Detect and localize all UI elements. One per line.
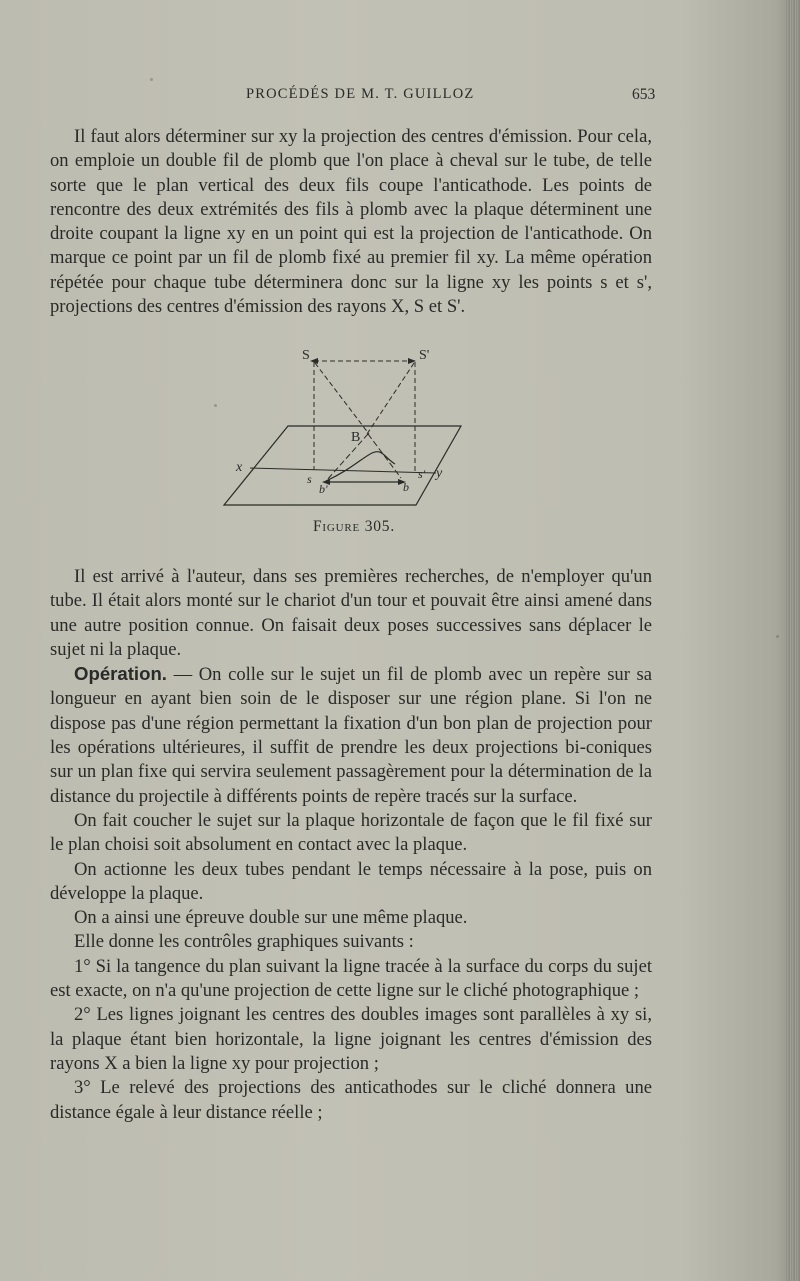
- running-head: PROCÉDÉS DE M. T. GUILLOZ: [246, 86, 475, 102]
- figure-caption: Figure 305.: [313, 518, 396, 535]
- paragraph-8: 1° Si la tangence du plan suivant la ligne tracée à la surface du corps du sujet est exacte, on n'a qu'une projection de cette ligne sur le cliché photographique ;: [50, 955, 652, 1002]
- figure-diagram: [222, 340, 467, 512]
- label-S: S: [302, 348, 310, 363]
- paragraph-2: Il est arrivé à l'auteur, dans ses premières recherches, de n'employer qu'un tube. Il était alors monté sur le chariot d'un tour et pouvait être ainsi amené dans une autre position connue. On faisait deux poses successives sans déplacer le sujet ni la plaque.: [50, 566, 652, 660]
- paragraph-7: Elle donne les contrôles graphiques suivants :: [74, 931, 414, 953]
- paragraph-10: 3° Le relevé des projections des anticathodes sur le cliché donnera une distance égale à leur distance réelle ;: [50, 1077, 652, 1123]
- paragraph-9: 2° Les lignes joignant les centres des doubles images sont parallèles à xy si, la plaque étant bien horizontale, la ligne joignant les centres d'émission des rayons X a bien la ligne xy pour projection ;: [50, 1004, 652, 1074]
- paragraph-1: Il faut alors déterminer sur xy la projection des centres d'émission. Pour cela, on emploie un double fil de plomb que l'on place à cheval sur le tube, de telle sorte que le plan vertical des deux fils coupe l'anticathode. Les points de rencontre des deux extrémités des fils à plomb avec la plaque déterminent une droite coupant la ligne xy en un point qui est la projection de l'anticathode. On marque ce point par un fil de plomb fixé au premier fil xy. La même opération répétée pour chaque tube déterminera donc sur la ligne xy les points s et s', projections des centres d'émission des rayons X, S et S'.: [50, 126, 652, 318]
- body-text: [50, 565, 652, 1125]
- paragraph-5: On actionne les deux tubes pendant le temps nécessaire à la pose, puis on développe la plaque.: [50, 858, 652, 904]
- paragraph-3-text: — On colle sur le sujet un fil de plomb avec un repère sur sa longueur en ayant bien soin de le disposer sur une région plane. Si l'on ne dispose pas d'une région permettant la fixation d'un bon plan de projection pour les opérations ultérieures, il suffit de prendre les deux projections bi-coniques sur un plan fixe qui servira seulement passagèrement pour la détermination de la distance du projectile à différents points de repère tracés sur la surface.: [50, 664, 652, 807]
- paragraph-6: On a ainsi une épreuve double sur une même plaque.: [74, 907, 468, 929]
- label-sprime: s': [418, 467, 426, 481]
- figure-305: [222, 340, 467, 512]
- label-y: y: [436, 466, 443, 481]
- ray-Sprime-B: [367, 363, 414, 434]
- page-number: 653: [632, 86, 656, 103]
- label-bprime: b': [319, 482, 328, 496]
- ray-B-bprime: [326, 434, 368, 481]
- paragraph-4: On fait coucher le sujet sur la plaque horizontale de façon que le fil fixé sur le plan choisi soit absolument en contact avec la plaque.: [50, 809, 652, 856]
- label-x: x: [236, 460, 243, 475]
- paragraph-3: [50, 662, 652, 809]
- plate-outline: [224, 426, 461, 505]
- runin-heading: Opération.: [74, 663, 167, 685]
- label-b: b: [403, 480, 409, 494]
- page-edge-shadow: [786, 0, 800, 1281]
- label-B: B: [351, 430, 361, 445]
- label-Sprime: S': [419, 348, 430, 363]
- paper-speck: [776, 635, 779, 638]
- paper-speck: [214, 404, 217, 407]
- ray-S-B: [315, 363, 369, 434]
- paper-speck: [150, 78, 153, 81]
- page-header: [0, 86, 800, 108]
- curve-projection: [326, 452, 395, 481]
- label-s: s: [307, 472, 312, 486]
